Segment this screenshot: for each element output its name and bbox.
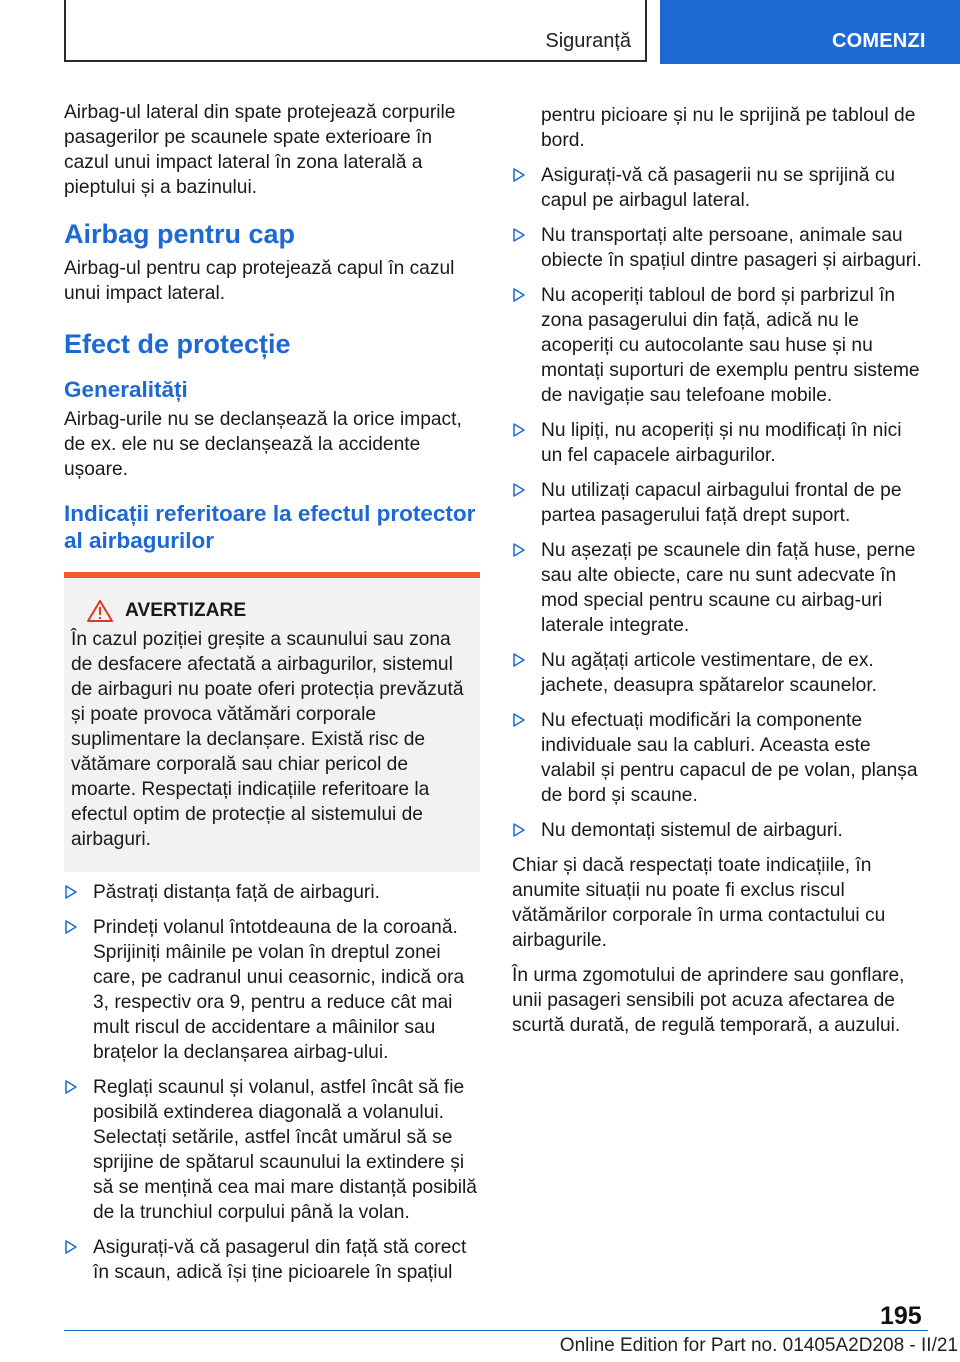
list-item [512,418,928,468]
list-item [512,283,928,408]
bullet-arrow-icon [64,884,78,900]
list-item-text: Nu transportați alte persoane, animale sau obiecte în spațiul dintre pasageri și airbaguri. [541,225,922,271]
bullet-arrow-icon [512,227,526,243]
list-item-text: Asigurați-vă că pasagerul din față stă corect în scaun, adică își ține picioarele în spațiul [93,1237,467,1283]
closing-paragraph-2: În urma zgomotului de aprindere sau gonflare, unii pasageri sensibili pot acuza afectarea de scurtă durată, de regulă temporară, a auzului. [512,965,905,1036]
bullet-arrow-icon [512,542,526,558]
warning-box [64,572,480,872]
left-column [64,100,480,1295]
list-item [64,1075,480,1225]
list-item [64,915,480,1065]
list-item [64,1235,480,1285]
bullet-arrow-icon [512,422,526,438]
list-item [512,478,928,528]
edition-footer: Online Edition for Part no. 01405A2D208 - II/21 [559,1335,958,1356]
list-item-text: Reglați scaunul și volanul, astfel încât să fie posibilă extinderea diagonală a volanului. Selectați setările, astfel încât umărul să se sprijine de spătarul scaunului la extindere și să se mențină cea mai mare distanță posibilă de la trunchiul corpului până la volan. [93,1077,477,1223]
warning-title: AVERTIZARE [125,600,247,621]
warning-triangle-icon [87,600,113,622]
bullet-arrow-icon [64,1239,78,1255]
footer-divider [64,1330,928,1331]
bullet-arrow-icon [64,1079,78,1095]
heading-protection: Efect de protecție [64,329,291,359]
list-item-text: Prindeți volanul întotdeauna de la coroană. Sprijiniți mâinile pe volan în dreptul zonei care, pe cadranul unui ceasornic, indică ora 3, respectiv ora 9, pentru a reduce cât mai mult riscul de accidentare a mâinilor sau brațelor la declanșarea airbag-ului. [93,917,465,1063]
heading-general: Generalități [64,377,188,402]
head-airbag-paragraph: Airbag-ul pentru cap protejează capul în cazul unui impact lateral. [64,258,455,304]
list-item-text: Nu acoperiți tabloul de bord și parbrizul în zona pasagerului din față, adică nu le acoperiți cu autocolante sau huse și nu montați suporturi de exemplu pentru sisteme de navigație sau telefoane mobile. [541,285,920,406]
right-bullet-list [512,163,928,843]
bullet-arrow-icon [512,287,526,303]
list-item-text: Nu demontați sistemul de airbaguri. [541,820,843,841]
heading-indications: Indicații referitoare la efectul protector al airbagurilor [64,501,476,553]
bullet-arrow-icon [512,652,526,668]
right-column [512,103,928,1048]
list-item [512,648,928,698]
list-item-text: Nu agățați articole vestimentare, de ex. jachete, deasupra spătarelor scaunelor. [541,650,877,696]
bullet-arrow-icon [512,167,526,183]
tab-comenzi[interactable]: COMENZI [660,0,960,64]
list-item [512,223,928,273]
bullet-arrow-icon [512,712,526,728]
list-item-text: Nu lipiți, nu acoperiți și nu modificați în nici un fel capacele airbagurilor. [541,420,902,466]
list-item [512,538,928,638]
general-paragraph: Airbag-urile nu se declanșează la orice impact, de ex. ele nu se declanșează la accidente ușoare. [64,409,462,480]
list-item-text: Nu utilizați capacul airbagului frontal de pe partea pasagerului față drept suport. [541,480,902,526]
list-item [512,163,928,213]
section-title: Siguranță [545,30,631,52]
page-number: 195 [880,1302,922,1330]
bullet-arrow-icon [512,822,526,838]
list-item-text: Păstrați distanța față de airbaguri. [93,882,380,903]
intro-paragraph: Airbag-ul lateral din spate protejează corpurile pasagerilor pe scaunele spate exterioare în cazul unui impact lateral în zona laterală a pieptului și a bazinului. [64,102,456,198]
continued-bullet-text: pentru picioare și nu le sprijină pe tabloul de bord. [541,105,916,151]
list-item [64,880,480,905]
left-bullet-list [64,880,480,1285]
heading-head-airbag: Airbag pentru cap [64,219,296,249]
warning-text: În cazul poziției greșite a scaunului sau zona de desfacere afectată a airbagurilor, sistemul de airbaguri nu poate oferi protecția prevăzută și poate provoca vătămări corporale suplimentare la declanșare. Există risc de vătămare corporală sau chiar pericol de moarte. Respectați indicațiile referitoare la efectul optim de protecție al sistemului de airbaguri. [71,629,464,850]
closing-paragraph-1: Chiar și dacă respectați toate indicațiile, în anumite situații nu poate fi exclus riscul vătămărilor corporale în urma contactului cu airbagurile. [512,855,886,951]
list-item [512,708,928,808]
header-frame [64,0,647,62]
bullet-arrow-icon [512,482,526,498]
warning-header [71,598,472,623]
list-item-text: Asigurați-vă că pasagerii nu se sprijină cu capul pe airbagul lateral. [541,165,896,211]
bullet-arrow-icon [64,919,78,935]
list-item-text: Nu așezați pe scaunele din față huse, perne sau alte obiecte, care nu sunt adecvate în mod special pentru scaune cu airbag-uri laterale integrate. [541,540,916,636]
list-item [512,818,928,843]
list-item-text: Nu efectuați modificări la componente individuale sau la cabluri. Aceasta este valabil și pentru capacul de pe volan, planșa de bord și scaune. [541,710,918,806]
